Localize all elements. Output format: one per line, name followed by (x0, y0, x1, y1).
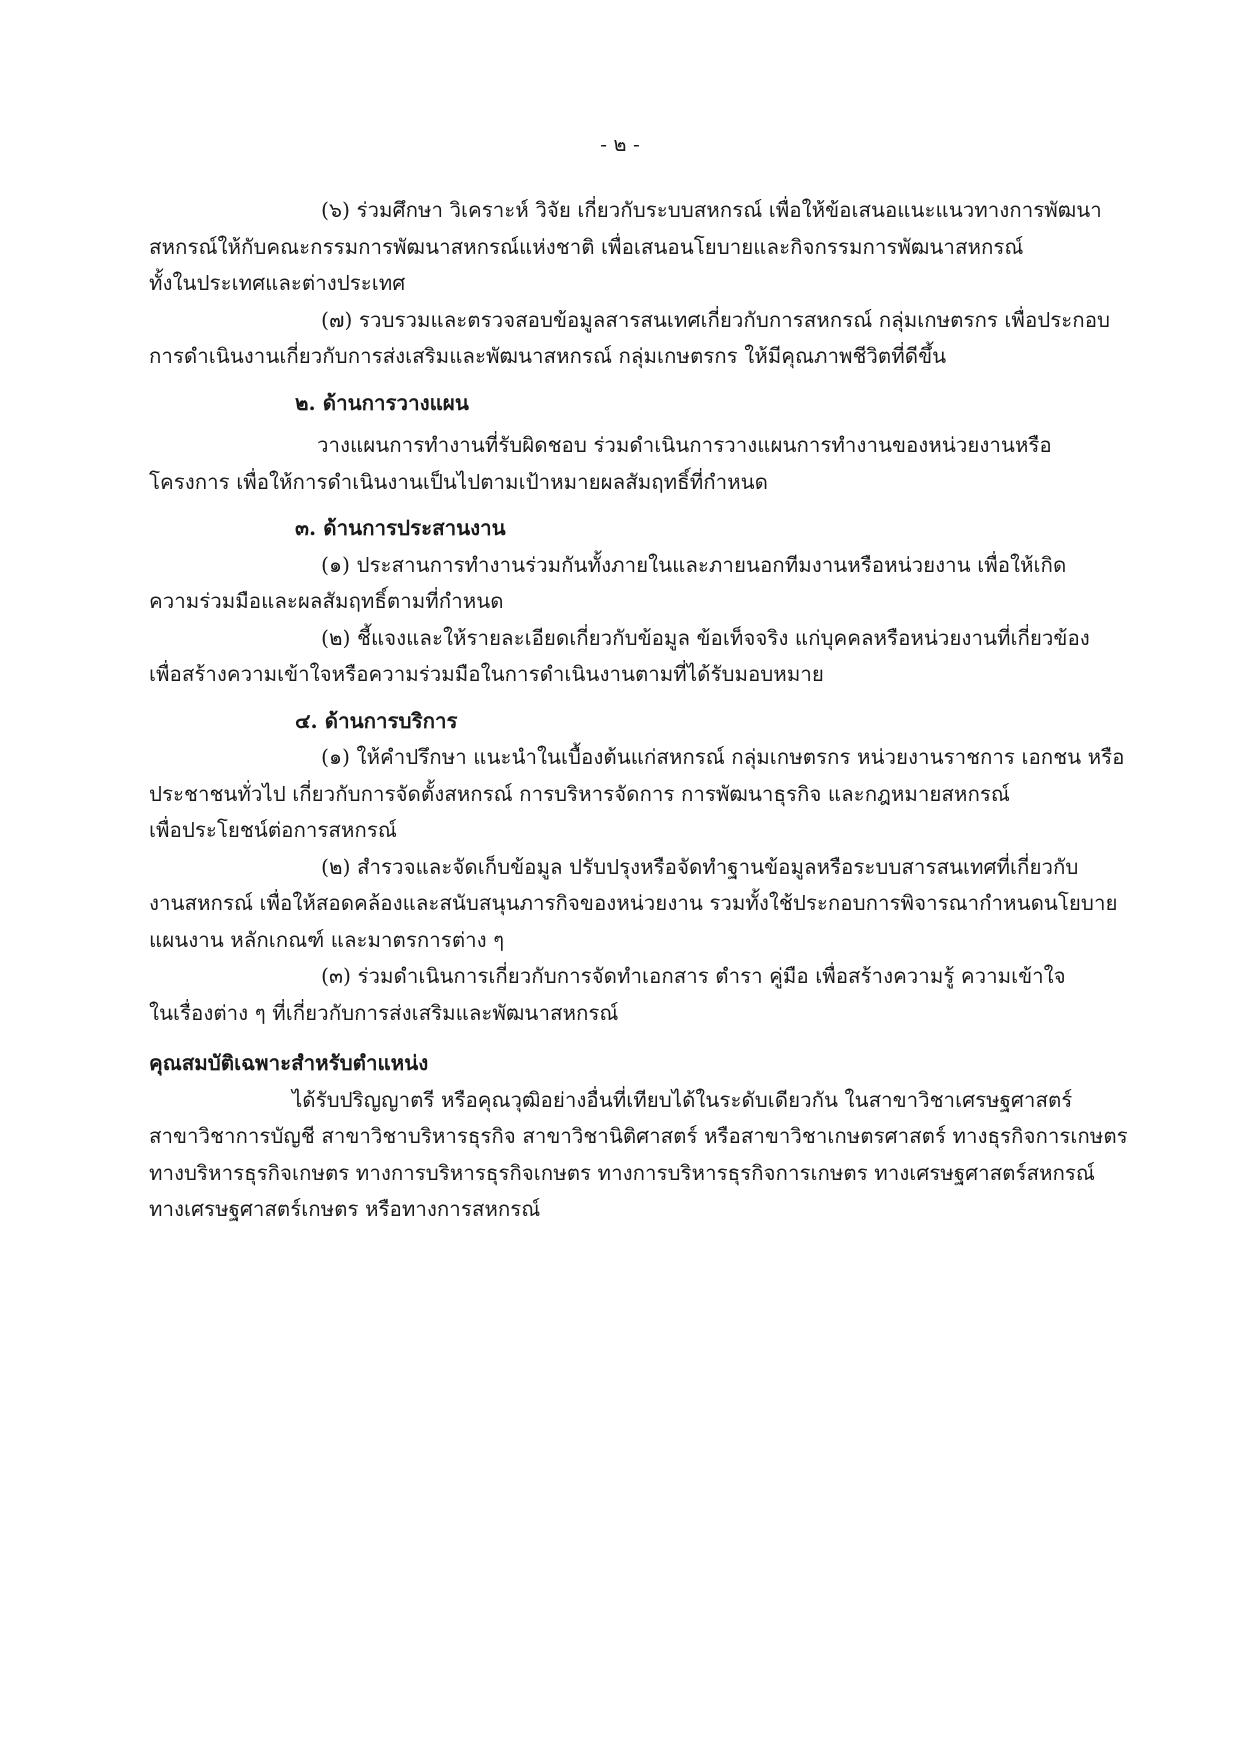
paragraph-coordination-2 (149, 620, 1135, 693)
text-line: (๓) ร่วมดำเนินการเกี่ยวกับการจัดทำเอกสาร ตำรา คู่มือ เพื่อสร้างความรู้ ความเข้าใจ (321, 964, 1066, 988)
text-line: ในเรื่องต่าง ๆ ที่เกี่ยวกับการส่งเสริมและพัฒนาสหกรณ์ (149, 1000, 619, 1025)
text-line: ได้รับปริญญาตรี หรือคุณวุฒิอย่างอื่นที่เทียบได้ในระดับเดียวกัน ในสาขาวิชาเศรษฐศาสตร์ (292, 1087, 1073, 1112)
text-line: ทางบริหารธุรกิจเกษตร ทางการบริหารธุรกิจเกษตร ทางการบริหารธุรกิจการเกษตร ทางเศรษฐศาสตร์สหกรณ์ (149, 1160, 1095, 1185)
paragraph-service-2 (149, 849, 1135, 959)
document-body (149, 192, 1135, 1228)
text-line: ประชาชนทั่วไป เกี่ยวกับการจัดตั้งสหกรณ์ การบริหารจัดการ การพัฒนาธุรกิจ และกฎหมายสหกรณ์ (149, 781, 1010, 806)
text-line: ทั้งในประเทศและต่างประเทศ (149, 271, 406, 295)
text-line: โครงการ เพื่อให้การดำเนินงานเป็นไปตามเป้าหมายผลสัมฤทธิ์ที่กำหนด (149, 469, 768, 494)
text-line: (๒) สำรวจและจัดเก็บข้อมูล ปรับปรุงหรือจัดทำฐานข้อมูลหรือระบบสารสนเทศที่เกี่ยวกับ (321, 854, 1079, 879)
paragraph-item-6 (149, 192, 1135, 302)
section-heading-planning: ๒. ด้านการวางแผน (295, 390, 469, 415)
text-line: (๖) ร่วมศึกษา วิเคราะห์ วิจัย เกี่ยวกับระบบสหกรณ์ เพื่อให้ข้อเสนอแนะแนวทางการพัฒนา (321, 198, 1102, 222)
text-line: ความร่วมมือและผลสัมฤทธิ์ตามที่กำหนด (149, 589, 504, 613)
text-line: วางแผนการทำงานที่รับผิดชอบ ร่วมดำเนินการวางแผนการทำงานของหน่วยงานหรือ (317, 433, 1052, 457)
text-line: การดำเนินงานเกี่ยวกับการส่งเสริมและพัฒนาสหกรณ์ กลุ่มเกษตรกร ให้มีคุณภาพชีวิตที่ดีขึ้น (149, 344, 947, 368)
text-line: (๗) รวบรวมและตรวจสอบข้อมูลสารสนเทศเกี่ยวกับการสหกรณ์ กลุ่มเกษตรกร เพื่อประกอบ (321, 307, 1111, 332)
text-line: สหกรณ์ให้กับคณะกรรมการพัฒนาสหกรณ์แห่งชาติ เพื่อเสนอนโยบายและกิจกรรมการพัฒนาสหกรณ์ (149, 234, 1024, 259)
paragraph-planning (149, 427, 1135, 500)
text-line: แผนงาน หลักเกณฑ์ และมาตรการต่าง ๆ (149, 927, 505, 952)
text-line: (๑) ให้คำปรึกษา แนะนำในเบื้องต้นแก่สหกรณ์ กลุ่มเกษตรกร หน่วยงานราชการ เอกชน หรือ (321, 745, 1125, 769)
paragraph-service-1 (149, 739, 1135, 849)
text-line: เพื่อสร้างความเข้าใจหรือความร่วมมือในการดำเนินงานตามที่ได้รับมอบหมาย (149, 662, 824, 686)
text-line: สาขาวิชาการบัญชี สาขาวิชาบริหารธุรกิจ สาขาวิชานิติศาสตร์ หรือสาขาวิชาเกษตรศาสตร์ ทางธุรกิจการเกษตร (149, 1124, 1128, 1148)
paragraph-coordination-1 (149, 547, 1135, 620)
text-line: (๑) ประสานการทำงานร่วมกันทั้งภายในและภายนอกทีมงานหรือหน่วยงาน เพื่อให้เกิด (321, 552, 1067, 577)
text-line: (๒) ชี้แจงและให้รายละเอียดเกี่ยวกับข้อมูล ข้อเท็จจริง แก่บุคคลหรือหน่วยงานที่เกี่ยวข้อง (321, 625, 1090, 650)
text-line: ทางเศรษฐศาสตร์เกษตร หรือทางการสหกรณ์ (149, 1197, 541, 1221)
section-heading-coordination: ๓. ด้านการประสานงาน (295, 516, 506, 540)
paragraph-qualifications (149, 1082, 1135, 1228)
section-heading-service: ๔. ด้านการบริการ (295, 708, 458, 733)
text-line: งานสหกรณ์ เพื่อให้สอดคล้องและสนับสนุนภารกิจของหน่วยงาน รวมทั้งใช้ประกอบการพิจารณากำหนดนโยบาย (149, 891, 1118, 915)
text-line: เพื่อประโยชน์ต่อการสหกรณ์ (149, 818, 397, 842)
paragraph-service-3 (149, 958, 1135, 1031)
page-number: - ๒ - (600, 132, 640, 156)
section-heading-qualifications: คุณสมบัติเฉพาะสำหรับตำแหน่ง (149, 1051, 429, 1075)
paragraph-item-7 (149, 302, 1135, 375)
